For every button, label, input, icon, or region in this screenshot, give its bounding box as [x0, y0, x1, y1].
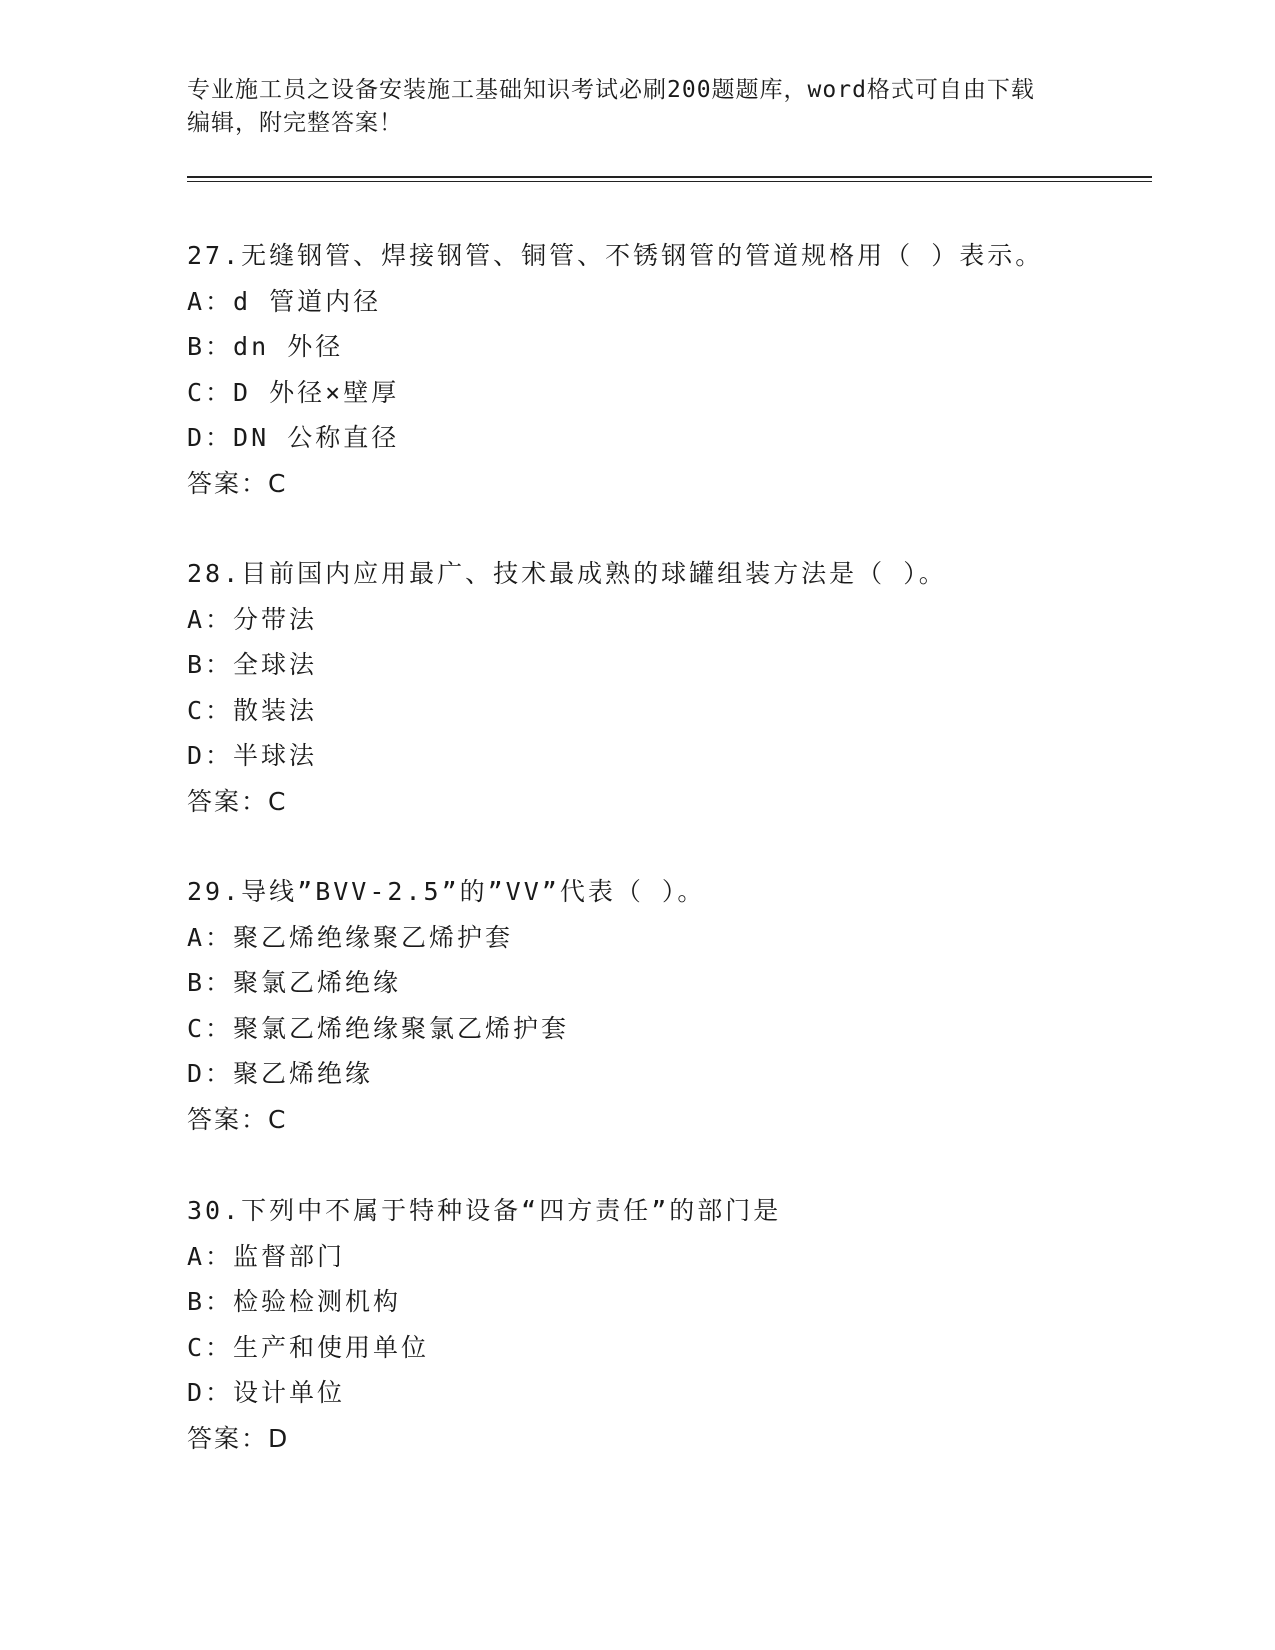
document-header: [187, 74, 1067, 140]
question-29: [187, 869, 1147, 1143]
option-a: A：监督部门: [187, 1241, 346, 1271]
option-d: D：聚乙烯绝缘: [187, 1059, 374, 1089]
answer: 答案：C: [187, 468, 288, 498]
question-stem: 28.目前国内应用最广、技术最成熟的球罐组装方法是（ ）。: [187, 559, 947, 588]
answer: 答案：C: [187, 1104, 288, 1134]
option-b: B：聚氯乙烯绝缘: [187, 968, 402, 998]
answer: 答案：D: [187, 1423, 290, 1453]
question-stem: 29.导线”BVV-2.5”的”VV”代表（ ）。: [187, 877, 706, 906]
option-b: B：检验检测机构: [187, 1287, 402, 1317]
option-d: D：设计单位: [187, 1378, 346, 1408]
option-c: C：D 外径×壁厚: [187, 377, 400, 407]
option-a: A：聚乙烯绝缘聚乙烯护套: [187, 922, 514, 952]
option-d: D：半球法: [187, 741, 318, 771]
question-stem: 30.下列中不属于特种设备“四方责任”的部门是: [187, 1196, 782, 1225]
header-line-2: 编辑，附完整答案！: [187, 110, 403, 136]
option-b: B：全球法: [187, 650, 318, 680]
question-27: [187, 233, 1147, 507]
option-c: C：生产和使用单位: [187, 1332, 430, 1362]
question-30: [187, 1188, 1147, 1462]
option-b: B：dn 外径: [187, 332, 344, 362]
option-d: D：DN 公称直径: [187, 423, 400, 453]
answer: 答案：C: [187, 786, 288, 816]
option-c: C：散装法: [187, 695, 318, 725]
question-28: [187, 551, 1147, 825]
question-stem: 27.无缝钢管、焊接钢管、铜管、不锈钢管的管道规格用（ ）表示。: [187, 241, 1044, 270]
option-c: C：聚氯乙烯绝缘聚氯乙烯护套: [187, 1013, 570, 1043]
option-a: A：d 管道内径: [187, 286, 382, 316]
header-divider-thin: [187, 181, 1152, 182]
header-line-1: 专业施工员之设备安装施工基础知识考试必刷200题题库，word格式可自由下载: [187, 77, 1035, 103]
option-a: A：分带法: [187, 604, 318, 634]
header-divider-thick: [187, 176, 1152, 178]
